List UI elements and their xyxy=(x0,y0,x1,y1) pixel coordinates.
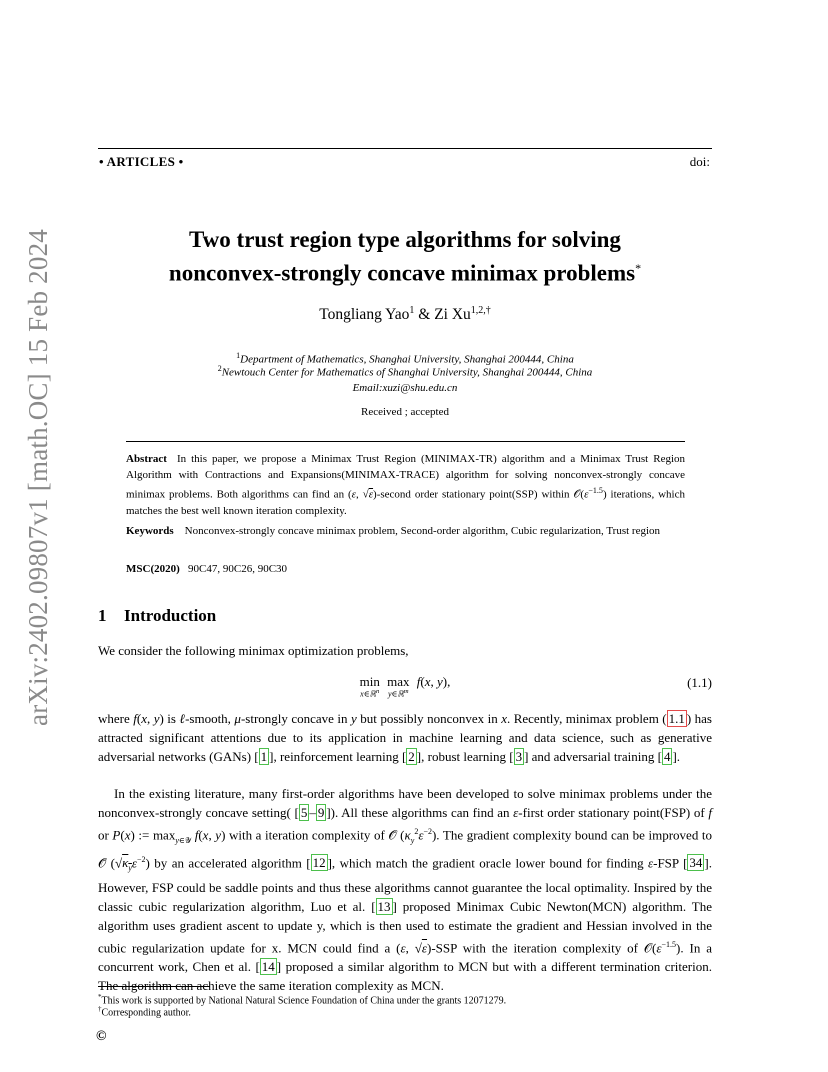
author-2-affil: 1,2,† xyxy=(470,305,491,316)
citation-link[interactable]: 2 xyxy=(408,749,415,764)
citation-link[interactable]: 4 xyxy=(663,749,671,764)
citation-link[interactable]: 9 xyxy=(317,805,325,820)
footnote-rule xyxy=(98,986,210,987)
msc-label: MSC(2020) xyxy=(126,563,180,575)
citation-link[interactable]: 34 xyxy=(689,855,703,871)
title-line-2: nonconvex-strongly concave minimax problems xyxy=(168,260,636,286)
abstract: Abstract In this paper, we propose a Minimax Trust Region (MINIMAX-TR) algorithm and a Minimax Trust Region Algorithm with Contractions and Expansions(MINIMAX-TRACE) algorithm for solving nonconvex-strongly concave minimax problems. Both algorithms can find an (ε, √ε)-second order stationary point(SSP) within $𝒪(\varepsilon^{-1.5})$ iterations, which matches the best well known iteration complexity. xyxy=(126,453,686,517)
authors xyxy=(98,305,712,324)
abstract-text-3: iterations, which matches the best well known iteration complexity. xyxy=(126,488,685,517)
msc-line xyxy=(126,563,287,575)
msc-codes: 90C47, 90C26, 90C30 xyxy=(188,563,288,575)
abstract-text-2: -second order stationary point(SSP) within xyxy=(376,488,570,501)
equation-body: min x∈ℝ$^n$ max y∈ℝ$^m$ f(x, y), xyxy=(359,674,451,699)
footnote-1: *This work is supported by National Natural Science Foundation of China under the grants 12071279. xyxy=(98,993,507,1007)
footnote-2-text: Corresponding author. xyxy=(101,1007,191,1019)
author-separator: & xyxy=(414,306,435,324)
abstract-rule xyxy=(126,441,685,442)
equation-number: (1.1) xyxy=(687,675,712,690)
arxiv-stamp xyxy=(16,228,60,726)
received-line: Received ; accepted xyxy=(361,406,449,418)
section-heading xyxy=(98,606,216,626)
affiliation-1-mark: 1 xyxy=(236,351,241,360)
citation-link[interactable]: 14 xyxy=(261,959,275,975)
title-line-1: Two trust region type algorithms for solving xyxy=(189,227,621,252)
abstract-text-1: In this paper, we propose a Minimax Trust Region (MINIMAX-TR) algorithm and a Minimax Trust Region Algorithm with Contractions and Expansions(MINIMAX-TRACE) algorithm for solving nonconvex-strongly concave minimax problems. Both algorithms can find an xyxy=(126,453,686,501)
author-2: Zi Xu xyxy=(434,306,471,324)
intro-line: We consider the following minimax optimization problems, xyxy=(98,643,409,658)
section-number: 1 xyxy=(98,606,107,625)
intro-paragraph-1: where f(x, y) is ℓ-smooth, μ-strongly concave in y but possibly nonconvex in x. Recently, minimax problem ( 1.1 ) has attracted significant attentions due to its application in machine learning and data science, such as generative adversarial networks (GANs) [ 1 ], reinforcement learning [ 2 ], robust learning [ 3 ] and adversarial training [ 4 ]. xyxy=(98,711,712,764)
citation-link[interactable]: 1 xyxy=(260,749,268,764)
author-1-affil: 1 xyxy=(409,305,415,316)
intro-paragraph-2: In the existing literature, many first-order algorithms have been developed to solve minimax problems under the nonconvex-strongly concave setting( [ 5 – 9 ]). All these algorithms can find an ε-first order stationary point(FSP) of f or P(x) := $\max_{y\in 𝒴} f(x$, y) with a iteration complexity of 𝒪̃ $(\kappa_y^2\varepsilon^{-2})$. The gradient complexity bound can be improved to 𝒪̃ $(√\kappa_y\varepsilon^{-2})$ by an accelerated algorithm [ 12 ], which match the gradient oracle lower bound for finding ε-FSP [ 34 ]. However, FSP could be saddle points and thus these algorithms cannot guarantee the local optimality. Inspired by the classic cubic regularization algorithm, Luo et al. [ 13 ] proposed Minimax Cubic Newton(MCN) algorithm. The algorithm uses gradient ascent to update y, which is then used to estimate the gradient and Hessian involved in the cubic regularization update for x. MCN could find a (ε, √ε)-SSP with the iteration complexity of $𝒪(\varepsilon^{-1.5})$. In a concurrent work, Chen et al. [ 14 ] proposed a similar algorithm to MCN but with a different termination criterion. The algorithm can achieve the same iteration complexity as MCN. xyxy=(98,786,713,994)
citation-link[interactable]: 3 xyxy=(515,749,523,764)
title-footnote-mark: * xyxy=(635,261,642,275)
article-type-label: • ARTICLES • xyxy=(99,154,184,169)
affiliation-1-text: Department of Mathematics, Shanghai University, Shanghai 200444, China xyxy=(240,353,574,366)
arxiv-stamp-text: arXiv:2402.09807v1 [math.OC] 15 Feb 2024 xyxy=(22,228,53,726)
citation-link[interactable]: 13 xyxy=(377,898,391,914)
equation-1-1 xyxy=(98,672,712,702)
doi-label: doi: xyxy=(689,154,710,169)
header-rule xyxy=(98,148,712,149)
email-line: Email:xuzi@shu.edu.cn xyxy=(352,382,458,394)
copyright-symbol: © xyxy=(96,1029,107,1044)
keywords xyxy=(126,523,685,539)
citation-link[interactable]: 5 xyxy=(300,805,308,820)
affiliation-2-mark: 2 xyxy=(217,364,222,373)
abstract-label: Abstract xyxy=(126,453,167,465)
footnote-1-text: This work is supported by National Natural Science Foundation of China under the grants 12071279. xyxy=(101,995,507,1007)
author-1: Tongliang Yao xyxy=(319,306,410,324)
equation-link[interactable]: 1.1 xyxy=(668,711,685,726)
citation-link[interactable]: 12 xyxy=(312,855,326,871)
keywords-label: Keywords xyxy=(126,525,174,537)
paper-title xyxy=(98,226,712,288)
section-title: Introduction xyxy=(124,606,217,625)
footnote-2: †Corresponding author. xyxy=(98,1005,191,1019)
affiliation-2 xyxy=(98,364,712,379)
affiliation-2-text: Newtouch Center for Mathematics of Shanghai University, Shanghai 200444, China xyxy=(221,366,593,379)
keywords-text: Nonconvex-strongly concave minimax problem, Second-order algorithm, Cubic regularization, Trust region xyxy=(184,525,661,537)
